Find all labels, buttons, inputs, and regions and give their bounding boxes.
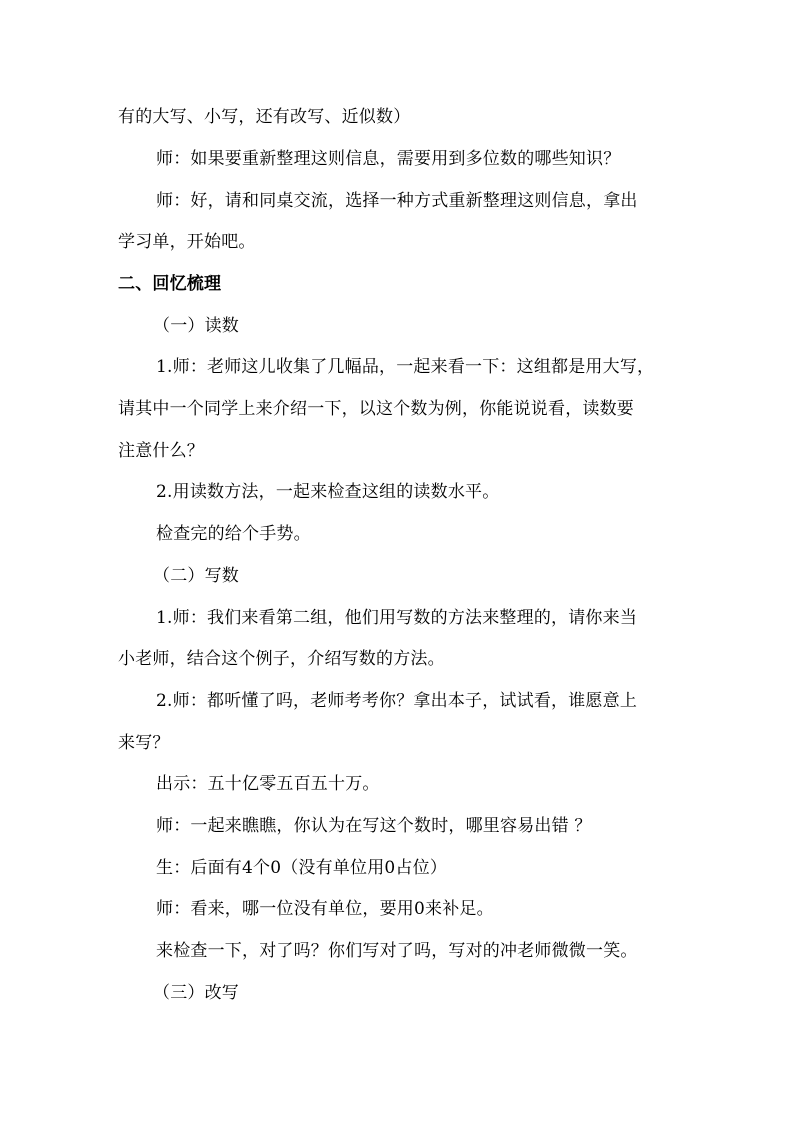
text-line: 请其中一个同学上来介绍一下，以这个数为例，你能说说看，读数要 — [118, 399, 634, 419]
text-line: 师：一起来瞧瞧，你认为在写这个数时，哪里容易出错 ？ — [156, 816, 592, 836]
text-line: 师：如果要重新整理这则信息，需要用到多位数的哪些知识？ — [156, 149, 621, 169]
subsection-heading: （三）改写 — [153, 983, 239, 1003]
text-line: 学习单，开始吧。 — [118, 232, 256, 252]
text-line: 检查完的给个手势。 — [156, 524, 311, 544]
text-line: 1.师：老师这儿收集了几幅品，一起来看一下：这组都是用大写， — [156, 357, 655, 377]
text-line: 有的大写、小写，还有改写、近似数） — [118, 107, 411, 127]
subsection-heading: （二）写数 — [153, 566, 239, 586]
text-line: 师：看来，哪一位没有单位，要用0来补足。 — [156, 899, 494, 919]
text-line: 小老师，结合这个例子，介绍写数的方法。 — [118, 649, 445, 669]
text-line: 2.师：都听懂了吗，老师考考你？拿出本子，试试看，谁愿意上 — [156, 691, 638, 711]
text-line: 来检查一下，对了吗？你们写对了吗，写对的冲老师微微一笑。 — [156, 941, 638, 961]
section-heading: 二、回忆梳理 — [118, 274, 222, 294]
text-line: 1.师：我们来看第二组，他们用写数的方法来整理的，请你来当 — [156, 608, 638, 628]
text-line: 生：后面有4个0（没有单位用0占位） — [156, 858, 448, 878]
text-line: 师：好，请和同桌交流，选择一种方式重新整理这则信息，拿出 — [156, 191, 638, 211]
text-line: 来写？ — [118, 733, 170, 753]
text-line: 注意什么？ — [118, 441, 204, 461]
text-line: 2.用读数方法，一起来检查这组的读数水平。 — [156, 482, 500, 502]
text-line: 出示：五十亿零五百五十万。 — [156, 774, 380, 794]
subsection-heading: （一）读数 — [153, 316, 239, 336]
